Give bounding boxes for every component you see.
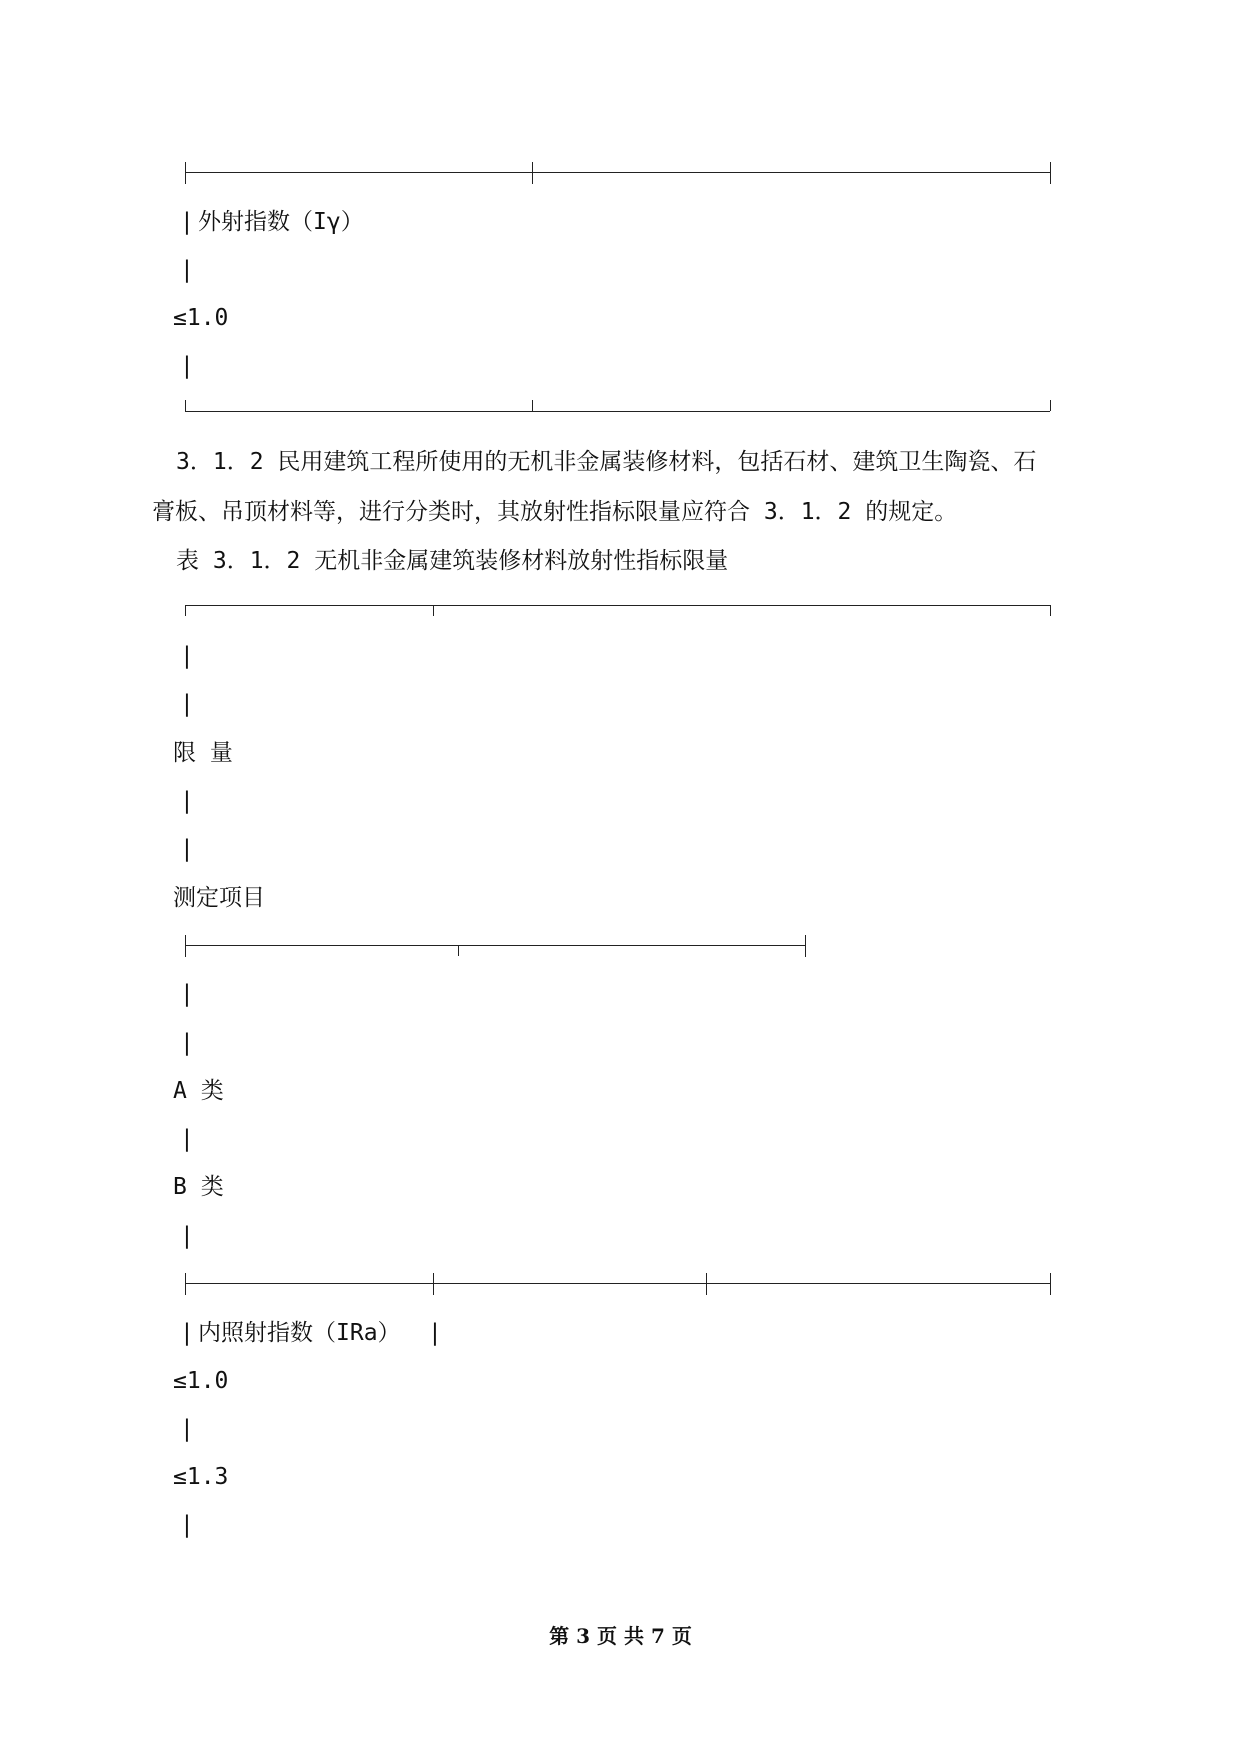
table-cell-divider: | — [180, 691, 194, 717]
table-border-tick — [532, 400, 533, 411]
table-border-tick — [1050, 400, 1051, 411]
table-cell-divider: | — [180, 257, 194, 283]
table-cell-divider: | — [180, 1126, 194, 1152]
table-border-tick — [185, 935, 186, 957]
table-border-tick — [185, 1273, 186, 1295]
table-cell-divider: | — [180, 353, 194, 379]
page-footer: 第 3 页 共 7 页 — [549, 1624, 692, 1648]
table-cell-divider: | — [180, 981, 194, 1007]
table-border-tick — [433, 605, 434, 616]
table-border-tick — [805, 935, 806, 957]
table-cell-divider: | — [180, 1512, 194, 1538]
table-cell-divider: | — [180, 1320, 194, 1346]
section-paragraph-line1: 3．1．2 民用建筑工程所使用的无机非金属装修材料，包括石材、建筑卫生陶瓷、石 — [176, 449, 1037, 475]
table-border-tick — [1050, 605, 1051, 616]
table-border-tick — [458, 945, 459, 956]
table-cell-divider: | — [180, 1223, 194, 1249]
table-border-tick — [1050, 1273, 1051, 1295]
table-caption: 表 3．1．2 无机非金属建筑装修材料放射性指标限量 — [176, 548, 729, 574]
section-paragraph-line2: 膏板、吊顶材料等，进行分类时，其放射性指标限量应符合 3．1．2 的规定。 — [152, 499, 958, 525]
table-cell-divider: | — [428, 1320, 442, 1346]
table1-row-label: 外射指数（Iγ） — [198, 209, 364, 235]
table2-header-item: 测定项目 — [173, 885, 265, 911]
table-border-tick — [185, 400, 186, 411]
table-border-tick — [1050, 162, 1051, 184]
table2-header-limit: 限 量 — [173, 740, 233, 766]
table-border-tick — [185, 162, 186, 184]
table-border-tick — [433, 1273, 434, 1295]
table2-row-label: 内照射指数（IRa） — [198, 1320, 401, 1346]
table-cell-divider: | — [180, 643, 194, 669]
table2-value-b: ≤1.3 — [173, 1464, 229, 1490]
table-border-line — [185, 411, 1050, 412]
table-border-tick — [185, 605, 186, 616]
table-cell-divider: | — [180, 1416, 194, 1442]
table-cell-divider: | — [180, 1030, 194, 1056]
table-border-tick — [706, 1273, 707, 1295]
table-cell-divider: | — [180, 209, 194, 235]
table1-value: ≤1.0 — [173, 305, 229, 331]
table-border-line — [185, 605, 1050, 606]
table-border-line — [185, 945, 805, 946]
table-border-tick — [532, 162, 533, 184]
table2-class-a: A 类 — [173, 1078, 224, 1104]
table-border-line — [185, 1283, 1050, 1284]
table-cell-divider: | — [180, 788, 194, 814]
table-cell-divider: | — [180, 836, 194, 862]
table2-class-b: B 类 — [173, 1174, 224, 1200]
table2-value-a: ≤1.0 — [173, 1368, 229, 1394]
table-border-line — [185, 172, 1050, 173]
